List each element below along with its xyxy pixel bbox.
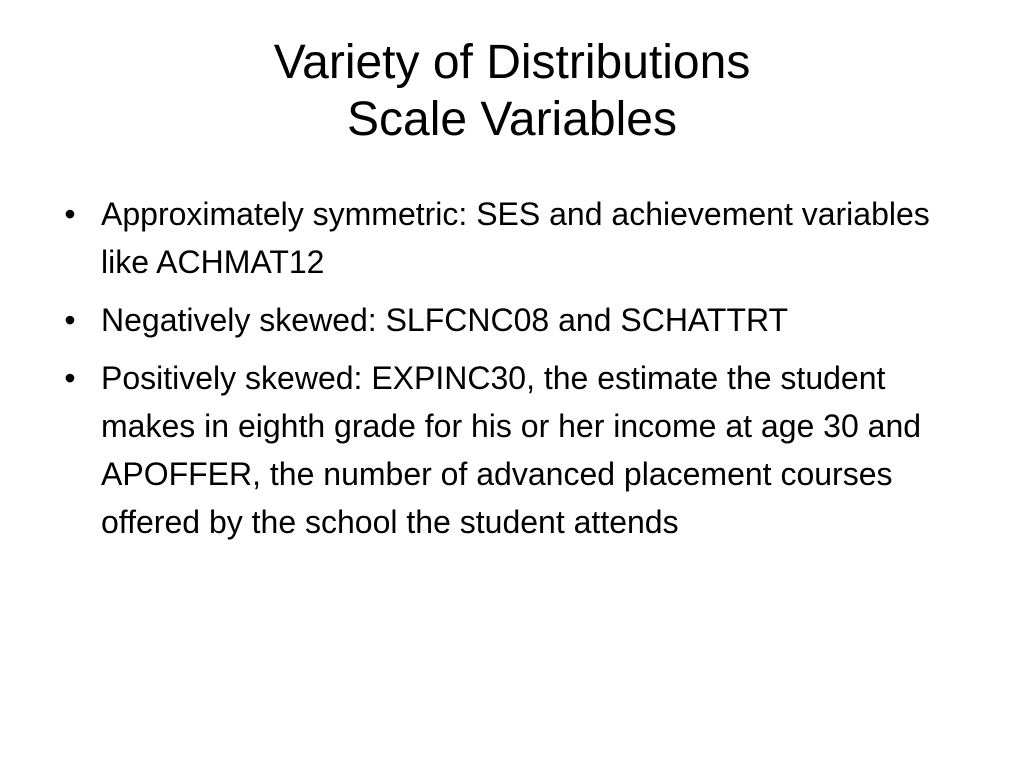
bullet-item	[60, 190, 980, 286]
bullet-text: Negatively skewed: SLFCNC08 and SCHATTRT	[101, 302, 789, 338]
bullet-dot-icon: •	[64, 196, 76, 232]
slide-title	[0, 34, 1024, 148]
bullet-item	[60, 354, 980, 546]
bullet-text: Positively skewed: EXPINC30, the estimate the student makes in eighth grade for his or her income at age 30 and APOFFER, the number of advanced placement courses offered by the school the student attends	[101, 360, 922, 540]
bullet-dot-icon: •	[64, 302, 76, 338]
slide-title-line-1: Variety of Distributions	[273, 36, 751, 89]
slide-title-line-2: Scale Variables	[347, 93, 677, 146]
bullet-text: Approximately symmetric: SES and achievement variables like ACHMAT12	[101, 196, 930, 280]
bullet-item	[60, 296, 980, 344]
bullet-dot-icon: •	[64, 360, 76, 396]
bullet-list	[60, 190, 980, 556]
